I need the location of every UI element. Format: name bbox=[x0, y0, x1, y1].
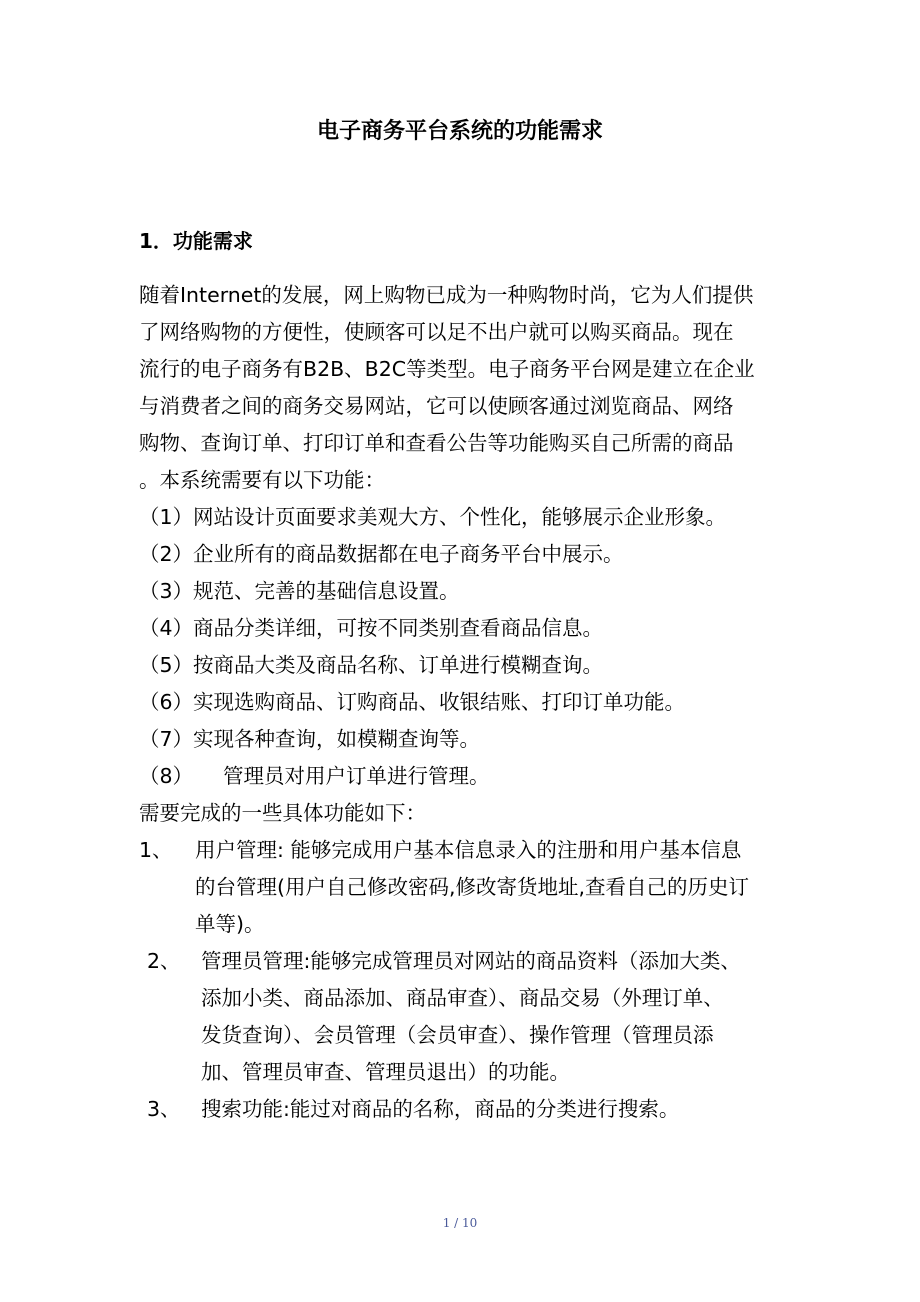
specific-functions-list bbox=[139, 832, 789, 1128]
specific-intro: 需要完成的一些具体功能如下： bbox=[139, 801, 426, 825]
specific-item-line: 用户管理: 能够完成用户基本信息录入的注册和用户基本信息 bbox=[195, 838, 742, 862]
intro-line: 了网络购物的方便性，使顾客可以足不出户就可以购买商品。现在 bbox=[139, 320, 734, 344]
specific-item-line: 的台管理(用户自己修改密码,修改寄货地址,查看自己的历史订 bbox=[195, 875, 750, 899]
requirement-item: （4）商品分类详细，可按不同类别查看商品信息。 bbox=[139, 616, 604, 640]
intro-line: 。本系统需要有以下功能： bbox=[139, 468, 385, 492]
page-indicator: 1 / 10 bbox=[442, 1216, 478, 1230]
specific-item-line: 搜索功能:能过对商品的名称，商品的分类进行搜索。 bbox=[201, 1097, 680, 1121]
specific-item-3 bbox=[139, 1091, 789, 1128]
specific-item-number: 3、 bbox=[147, 1097, 181, 1121]
specific-item-line: 单等)。 bbox=[195, 912, 265, 936]
requirement-item: （6）实现选购商品、订购商品、收银结账、打印订单功能。 bbox=[139, 690, 686, 714]
requirement-item: （1）网站设计页面要求美观大方、个性化，能够展示企业形象。 bbox=[139, 505, 727, 529]
specific-item-2 bbox=[139, 943, 789, 1091]
requirement-item: （3）规范、完善的基础信息设置。 bbox=[139, 579, 460, 603]
requirement-item-8 bbox=[139, 758, 789, 795]
specific-item-line: 发货查询）、会员管理（会员审查）、操作管理（管理员添 bbox=[201, 1023, 714, 1047]
intro-line: 购物、查询订单、打印订单和查看公告等功能购买自己所需的商品 bbox=[139, 431, 734, 455]
section-heading: 1．功能需求 bbox=[139, 229, 253, 253]
intro-line: 随着Internet的发展，网上购物已成为一种购物时尚，它为人们提供 bbox=[139, 283, 754, 307]
specific-item-1 bbox=[139, 832, 789, 943]
document-body bbox=[139, 277, 789, 1128]
requirements-list bbox=[139, 499, 789, 795]
specific-item-number: 1、 bbox=[139, 838, 173, 862]
intro-line: 与消费者之间的商务交易网站，它可以使顾客通过浏览商品、网络 bbox=[139, 394, 734, 418]
requirement-item: （2）企业所有的商品数据都在电子商务平台中展示。 bbox=[139, 542, 624, 566]
requirement-8-number: （8） bbox=[139, 764, 194, 788]
requirement-item: （7）实现各种查询，如模糊查询等。 bbox=[139, 727, 481, 751]
intro-line: 流行的电子商务有B2B、B2C等类型。电子商务平台网是建立在企业 bbox=[139, 357, 755, 381]
document-title: 电子商务平台系统的功能需求 bbox=[316, 119, 603, 144]
specific-item-line: 管理员管理:能够完成管理员对网站的商品资料（添加大类、 bbox=[201, 949, 741, 973]
specific-item-number: 2、 bbox=[147, 949, 181, 973]
specific-item-line: 加、管理员审查、管理员退出）的功能。 bbox=[201, 1060, 570, 1084]
intro-paragraph bbox=[139, 277, 789, 499]
requirement-8-text: 管理员对用户订单进行管理。 bbox=[223, 764, 490, 788]
requirement-item: （5）按商品大类及商品名称、订单进行模糊查询。 bbox=[139, 653, 604, 677]
specific-item-line: 添加小类、商品添加、商品审查）、商品交易（外理订单、 bbox=[201, 986, 724, 1010]
